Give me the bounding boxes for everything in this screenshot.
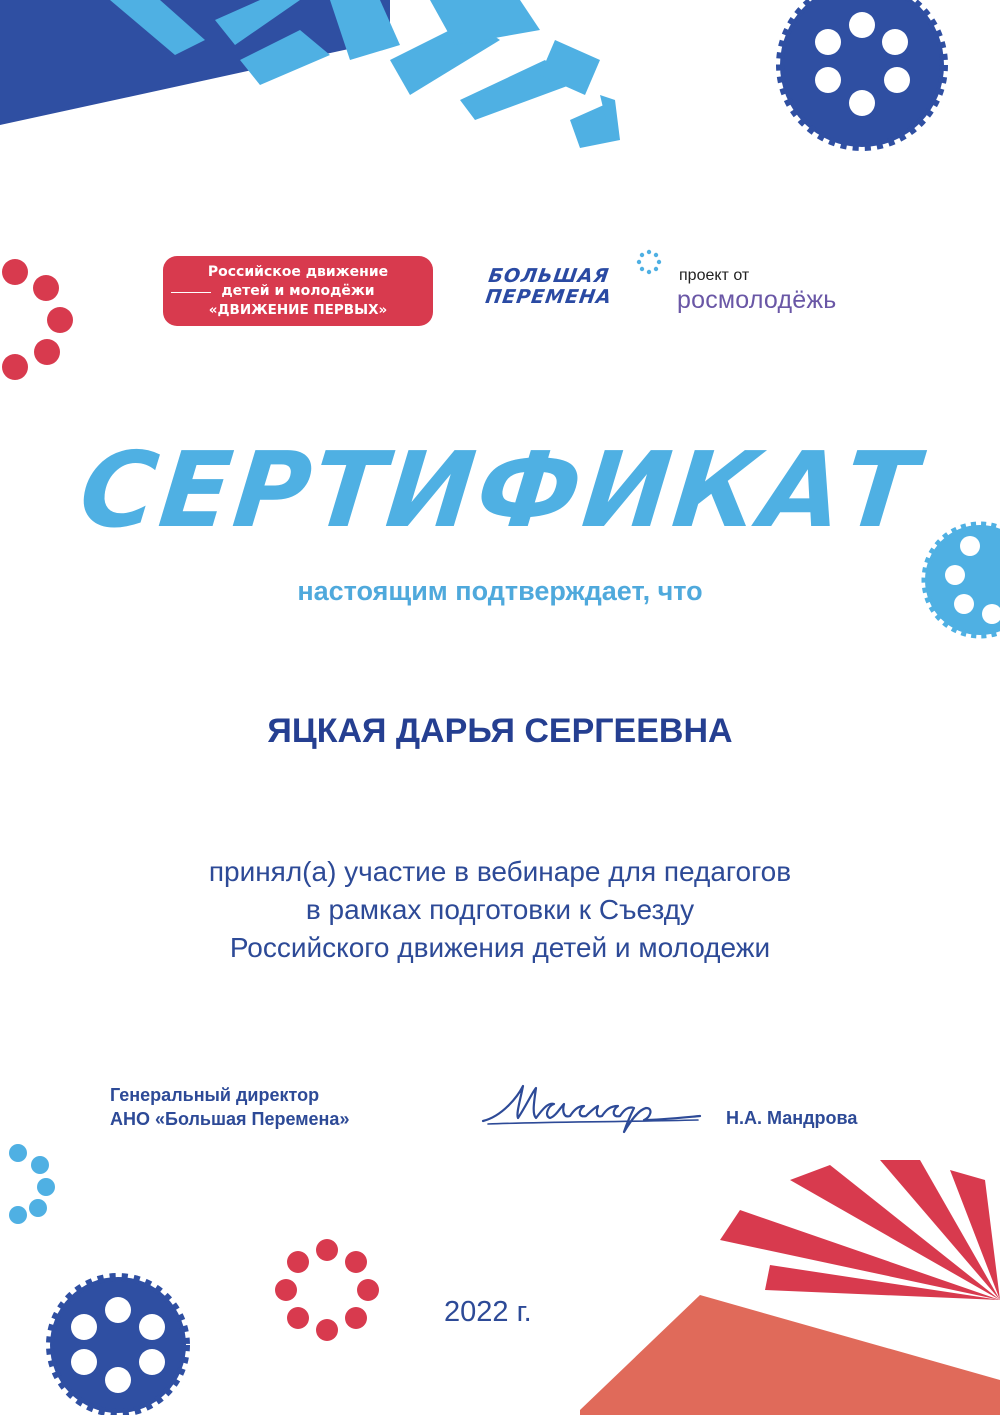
movement-logo-line3: «ДВИЖЕНИЕ ПЕРВЫХ» <box>208 301 388 318</box>
bottom-coral-triangle <box>580 1295 1000 1415</box>
bottom-left-gear <box>50 1277 186 1413</box>
rosmolodezh-prefix: проект от <box>679 267 750 284</box>
movement-logo <box>163 256 433 326</box>
bottom-right-rays <box>720 1160 1000 1300</box>
bolshaya-peremena-logo <box>484 266 640 308</box>
top-right-gear <box>780 0 944 147</box>
left-red-dots <box>2 259 73 380</box>
bottom-red-dot-ring <box>275 1239 379 1341</box>
movement-logo-line2: детей и молодёжи <box>221 282 375 299</box>
top-left-wedge <box>0 0 390 125</box>
signatory-title <box>110 1083 349 1131</box>
body-line-3: Российского движения детей и молодежи <box>229 932 771 963</box>
body-line-2: в рамках подготовки к Съезду <box>305 894 695 925</box>
certificate-year: 2022 г. <box>444 1296 532 1328</box>
signatory-name: Н.А. Мандрова <box>726 1108 858 1128</box>
signatory-title-line1: Генеральный директор <box>110 1085 320 1105</box>
recipient-name: ЯЦКАЯ ДАРЬЯ СЕРГЕЕВНА <box>267 712 733 750</box>
left-blue-dots <box>9 1144 55 1224</box>
rosmolodezh-logo: росмолодёжь <box>677 286 837 314</box>
bolshaya-peremena-line1: БОЛЬШАЯ <box>487 265 611 287</box>
movement-logo-line1: Российское движение <box>207 263 389 280</box>
body-line-1: принял(а) участие в вебинаре для педагогов <box>208 856 792 887</box>
signatory-title-line2: АНО «Большая Перемена» <box>110 1109 350 1129</box>
bolshaya-peremena-line2: ПЕРЕМЕНА <box>484 286 614 308</box>
handwritten-signature <box>478 1076 703 1136</box>
certificate-title: СЕРТИФИКАТ <box>74 429 926 551</box>
bolshaya-peremena-dots-icon <box>636 249 662 275</box>
certificate-subtitle: настоящим подтверждает, что <box>297 576 703 606</box>
certificate-body <box>0 853 1000 967</box>
